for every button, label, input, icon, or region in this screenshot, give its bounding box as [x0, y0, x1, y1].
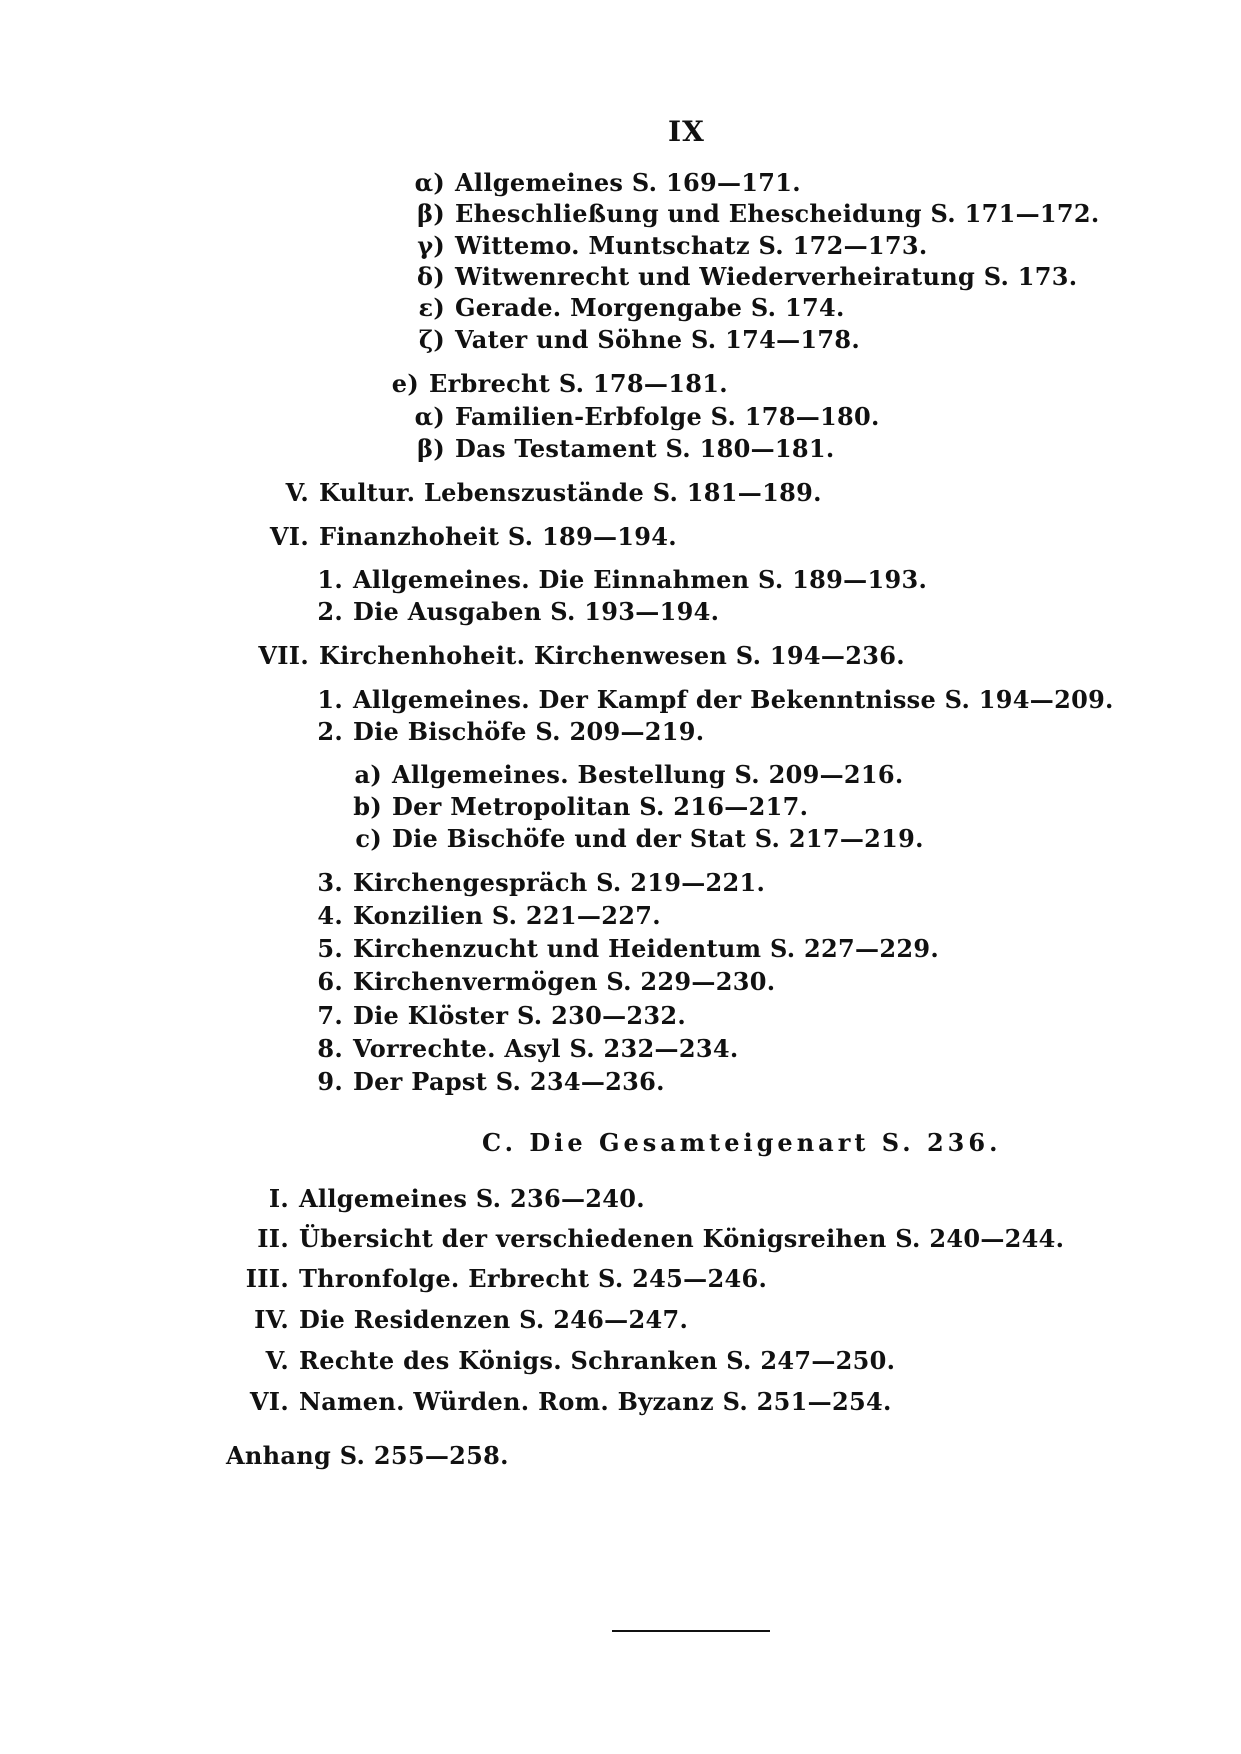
- toc-marker: 3.: [317, 868, 343, 897]
- toc-line: [249, 1387, 892, 1416]
- toc-line: [254, 1305, 689, 1334]
- section-heading: [482, 1128, 1001, 1157]
- toc-line: [268, 1184, 645, 1213]
- toc-line: [317, 934, 940, 963]
- toc-line: [418, 293, 845, 322]
- toc-marker: c): [355, 824, 382, 853]
- toc-entry: Allgemeines S. 236—240.: [299, 1184, 645, 1213]
- toc-line: [418, 325, 861, 354]
- toc-entry: Gerade. Morgengabe S. 174.: [455, 293, 845, 322]
- toc-entry: Kirchengespräch S. 219—221.: [353, 868, 766, 897]
- toc-marker: 2.: [317, 717, 343, 746]
- toc-entry: Anhang S. 255—258.: [226, 1441, 509, 1470]
- toc-marker: β): [417, 199, 445, 228]
- toc-marker: 8.: [317, 1034, 343, 1063]
- toc-line: [265, 1346, 896, 1375]
- toc-line: [354, 760, 904, 789]
- toc-line: [245, 1264, 768, 1293]
- toc-marker: VII.: [258, 641, 309, 670]
- toc-line: [391, 369, 728, 398]
- toc-entry: Der Papst S. 234—236.: [353, 1067, 665, 1096]
- toc-entry: C. Die Gesamteigenart S. 236.: [482, 1128, 1002, 1157]
- toc-marker: γ): [417, 231, 445, 260]
- toc-entry: Kultur. Lebenszustände S. 181—189.: [319, 478, 822, 507]
- toc-line: [317, 717, 705, 746]
- toc-marker: 1.: [317, 685, 343, 714]
- toc-line: [414, 168, 801, 197]
- toc-line: [317, 597, 720, 626]
- toc-marker: 1.: [317, 565, 343, 594]
- toc-entry: Kirchenhoheit. Kirchenwesen S. 194—236.: [319, 641, 905, 670]
- toc-entry: Die Bischöfe S. 209—219.: [353, 717, 705, 746]
- toc-entry: Vorrechte. Asyl S. 232—234.: [353, 1034, 739, 1063]
- toc-marker: ε): [418, 293, 445, 322]
- toc-entry: Erbrecht S. 178—181.: [429, 369, 728, 398]
- toc-marker: α): [414, 402, 445, 431]
- toc-line: [417, 231, 928, 260]
- toc-entry: Thronfolge. Erbrecht S. 245—246.: [299, 1264, 768, 1293]
- toc-entry: Eheschließung und Ehescheidung S. 171—172.: [455, 199, 1100, 228]
- toc-entry: Wittemo. Muntschatz S. 172—173.: [455, 231, 928, 260]
- toc-marker: V.: [285, 478, 309, 507]
- toc-entry: Die Residenzen S. 246—247.: [299, 1305, 689, 1334]
- toc-marker: I.: [268, 1184, 289, 1213]
- toc-entry: Rechte des Königs. Schranken S. 247—250.: [299, 1346, 896, 1375]
- toc-marker: b): [353, 792, 382, 821]
- toc-entry: Kirchenvermögen S. 229—230.: [353, 967, 776, 996]
- toc-entry: Allgemeines. Bestellung S. 209—216.: [392, 760, 904, 789]
- toc-line: [317, 868, 766, 897]
- toc-line: [414, 402, 880, 431]
- toc-line: [317, 901, 661, 930]
- toc-marker: 2.: [317, 597, 343, 626]
- toc-marker: III.: [245, 1264, 289, 1293]
- toc-line: [258, 641, 905, 670]
- toc-entry: Die Klöster S. 230—232.: [353, 1001, 687, 1030]
- toc-line: [353, 792, 809, 821]
- toc-entry: Die Ausgaben S. 193—194.: [353, 597, 720, 626]
- toc-marker: 6.: [317, 967, 343, 996]
- toc-marker: VI.: [269, 522, 309, 551]
- toc-entry: Allgemeines S. 169—171.: [455, 168, 801, 197]
- toc-marker: δ): [417, 262, 445, 291]
- toc-marker: 7.: [317, 1001, 343, 1030]
- toc-marker: II.: [257, 1224, 289, 1253]
- toc-entry: Das Testament S. 180—181.: [455, 434, 835, 463]
- toc-line: [317, 967, 776, 996]
- toc-line: [417, 262, 1078, 291]
- toc-entry: Der Metropolitan S. 216—217.: [392, 792, 809, 821]
- toc-entry: Kirchenzucht und Heidentum S. 227—229.: [353, 934, 940, 963]
- toc-line: [317, 1034, 739, 1063]
- toc-entry: Allgemeines. Der Kampf der Bekenntnisse S. 194—209.: [353, 685, 1114, 714]
- toc-entry: Finanzhoheit S. 189—194.: [319, 522, 677, 551]
- toc-line: [317, 565, 928, 594]
- toc-line: [417, 434, 835, 463]
- toc-line: [317, 1067, 665, 1096]
- toc-marker: IV.: [254, 1305, 289, 1334]
- closing-rule: [612, 1630, 770, 1632]
- toc-marker: ζ): [418, 325, 445, 354]
- toc-marker: V.: [265, 1346, 289, 1375]
- appendix-line: [226, 1441, 509, 1470]
- toc-line: [317, 1001, 687, 1030]
- toc-marker: a): [354, 760, 382, 789]
- toc-line: [317, 685, 1114, 714]
- toc-entry: Allgemeines. Die Einnahmen S. 189—193.: [353, 565, 928, 594]
- toc-marker: 4.: [317, 901, 343, 930]
- toc-marker: 9.: [317, 1067, 343, 1096]
- toc-line: [355, 824, 924, 853]
- toc-entry: Vater und Söhne S. 174—178.: [455, 325, 861, 354]
- toc-entry: Die Bischöfe und der Stat S. 217—219.: [392, 824, 924, 853]
- toc-line: [269, 522, 677, 551]
- toc-entry: Familien-Erbfolge S. 178—180.: [455, 402, 880, 431]
- page-number: IX: [668, 115, 705, 148]
- toc-marker: 5.: [317, 934, 343, 963]
- toc-entry: Namen. Würden. Rom. Byzanz S. 251—254.: [299, 1387, 892, 1416]
- toc-marker: e): [391, 369, 419, 398]
- toc-line: [417, 199, 1100, 228]
- toc-marker: VI.: [249, 1387, 289, 1416]
- toc-line: [285, 478, 822, 507]
- toc-line: [257, 1224, 1065, 1253]
- toc-marker: β): [417, 434, 445, 463]
- toc-entry: Übersicht der verschiedenen Königsreihen S. 240—244.: [299, 1224, 1065, 1253]
- toc-entry: Witwenrecht und Wiederverheiratung S. 173.: [455, 262, 1078, 291]
- toc-marker: α): [414, 168, 445, 197]
- toc-entry: Konzilien S. 221—227.: [353, 901, 661, 930]
